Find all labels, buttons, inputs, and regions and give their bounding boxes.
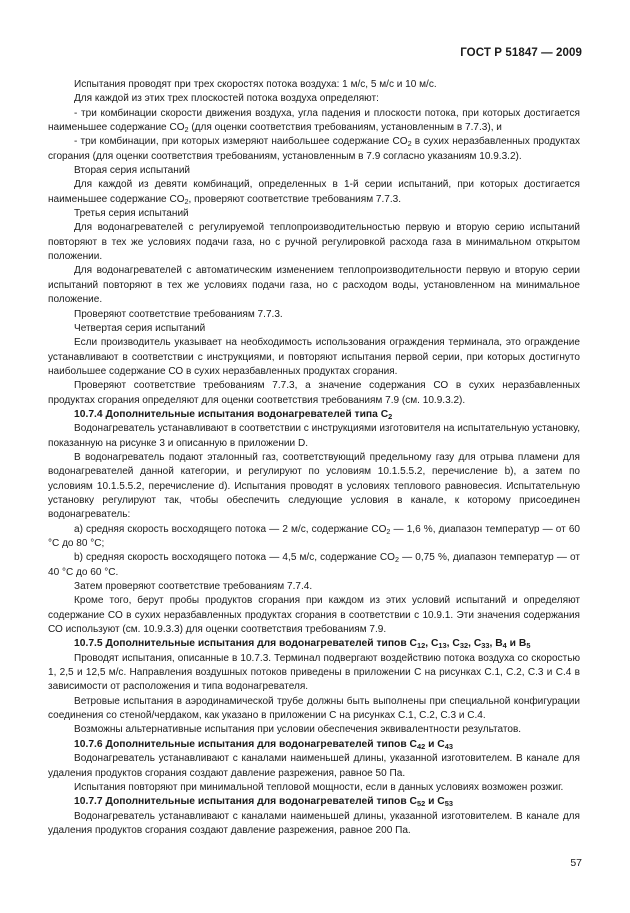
page-number: 57 xyxy=(570,857,582,869)
paragraph: Для каждой из этих трех плоскостей потока воздуха определяют: xyxy=(74,93,379,105)
paragraph: Для каждой из девяти комбинаций, определенных в 1-й серии испытаний, при которых достигается наименьшее содержание $CO_2$, проверяют соответствие требованиям 7.7.3. xyxy=(48,179,580,206)
paragraph: Ветровые испытания в аэродинамической трубе должны быть выполнены при специальной конфигурации соединения со стеной/чердаком, как указано в приложении С на рисунках С.1, С.2, С.3 и С.4. xyxy=(48,695,580,722)
series-title: Третья серия испытаний xyxy=(74,208,189,220)
section-heading: 10.7.5 Дополнительные испытания для водонагревателей типов $C_{12}$, $C_{13}$, $C_{32}$, $C_{33}$, $B_4$ и $B_5$ xyxy=(74,638,531,651)
paragraph: Проверяют соответствие требованиям 7.7.3, а значение содержания СО в сухих неразбавленных продуктах сгорания определяют для оценки соответствия требованиям 7.9 (см. 10.9.3.2). xyxy=(48,380,580,406)
paragraph: Водонагреватель устанавливают с каналами наименьшей длины, указанной изготовителем. В канале для удаления продуктов сгорания создают давление разрежения, равное 200 Па. xyxy=(48,810,580,836)
paragraph: Кроме того, берут пробы продуктов сгорания при каждом из этих условий испытаний и определяют содержание СО в сухих неразбавленных продуктах сгорания в соответствии с 10.9.1. Эти значения содержания СО используют (см. 10.9.3.3) для оценки соответствия требованиям 7.9. xyxy=(48,595,580,636)
paragraph: Если производитель указывает на необходимость использования ограждения терминала, это ограждение устанавливают в соответствии с инструкциями, и повторяют испытания первой серии, при которых достигнуто наибольшее содержание СО в сухих неразбавленных продуктах сгорания. xyxy=(48,337,580,377)
document-body xyxy=(48,78,580,838)
list-item: b) средняя скорость восходящего потока — 4,5 м/с, содержание $CO_2$ — 0,75 %, диапазон температур — от 40 °C до 60 °C. xyxy=(48,552,580,578)
paragraph: Затем проверяют соответствие требованиям 7.7.4. xyxy=(74,581,313,593)
paragraph: Возможны альтернативные испытания при условии обеспечения эквивалентности результатов. xyxy=(74,724,522,736)
list-item: a) средняя скорость восходящего потока — 2 м/с, содержание $CO_2$ — 1,6 %, диапазон температур — от 60 °C до 80 °C; xyxy=(48,523,581,549)
section-heading: 10.7.4 Дополнительные испытания водонагревателей типа $C_2$ xyxy=(74,408,393,421)
paragraph: Испытания проводят при трех скоростях потока воздуха: 1 м/с, 5 м/с и 10 м/с. xyxy=(74,79,437,90)
paragraph: Испытания повторяют при минимальной тепловой мощности, если в данных условиях возможен розжиг. xyxy=(74,781,564,793)
list-item: - три комбинации скорости движения воздуха, угла падения и плоскости потока, при которых достигается наименьшее содержание $CO_2$ (для оценки соответствия требованиям, установленным в 7.7.3), и xyxy=(48,107,580,134)
paragraph: В водонагреватель подают эталонный газ, соответствующий предельному газу для отрыва пламени для водонагревателей данной категории, и регулируют по условиям 10.1.5.5.2, перечисление b), а затем по условиям 10.1.5.5.2, перечисление d). Испытания проводят в условиях теплового равновесия. Испытательную установку регулируют так, чтобы обеспечить следующие условия в канале, к которому присоединен водонагреватель: xyxy=(48,451,580,521)
paragraph: Водонагреватель устанавливают в соответствии с инструкциями изготовителя на испытательную установку, показанную на рисунке 3 и описанную в приложении D. xyxy=(48,423,580,449)
series-title: Вторая серия испытаний xyxy=(74,165,191,177)
list-item: - три комбинации, при которых измеряют наибольшее содержание $CO_2$ в сухих неразбавленных продуктах сгорания (для оценки соответствия требованиям, установленным в 7.9 согласно указаниям 10.9.3.2). xyxy=(48,136,580,162)
section-heading: 10.7.7 Дополнительные испытания для водонагревателей типов $C_{52}$ и $C_{53}$ xyxy=(74,796,453,809)
series-title: Четвертая серия испытаний xyxy=(74,322,206,334)
paragraph: Для водонагревателей с регулируемой теплопроизводительностью первую и вторую серию испытаний повторяют в тех же условиях подачи газа, но с ручной регулировкой расхода газа в минимальном открытом положении. xyxy=(48,222,580,263)
paragraph: Водонагреватель устанавливают с каналами наименьшей длины, указанной изготовителем. В канале для удаления продуктов сгорания создают давление разрежения, равное 50 Па. xyxy=(48,753,580,779)
paragraph: Для водонагревателей с автоматическим изменением теплопроизводительности первую и вторую серии испытаний повторяют в тех же условиях подачи газа, но с расходом воды, установленном на минимальное положение. xyxy=(48,265,580,306)
paragraph: Проводят испытания, описанные в 10.7.3. Терминал подвергают воздействию потока воздуха со скоростью 1, 2,5 и 12,5 м/с. Направления воздушных потоков приведены в приложении С на рисунках С.1, С.2, С.3 и С.4 в зависимости от расположения и типа водонагревателя. xyxy=(48,652,580,693)
paragraph: Проверяют соответствие требованиям 7.7.3. xyxy=(74,308,283,320)
standard-header: ГОСТ Р 51847 — 2009 xyxy=(460,47,582,59)
section-heading: 10.7.6 Дополнительные испытания для водонагревателей типов $C_{42}$ и $C_{43}$ xyxy=(74,738,453,751)
